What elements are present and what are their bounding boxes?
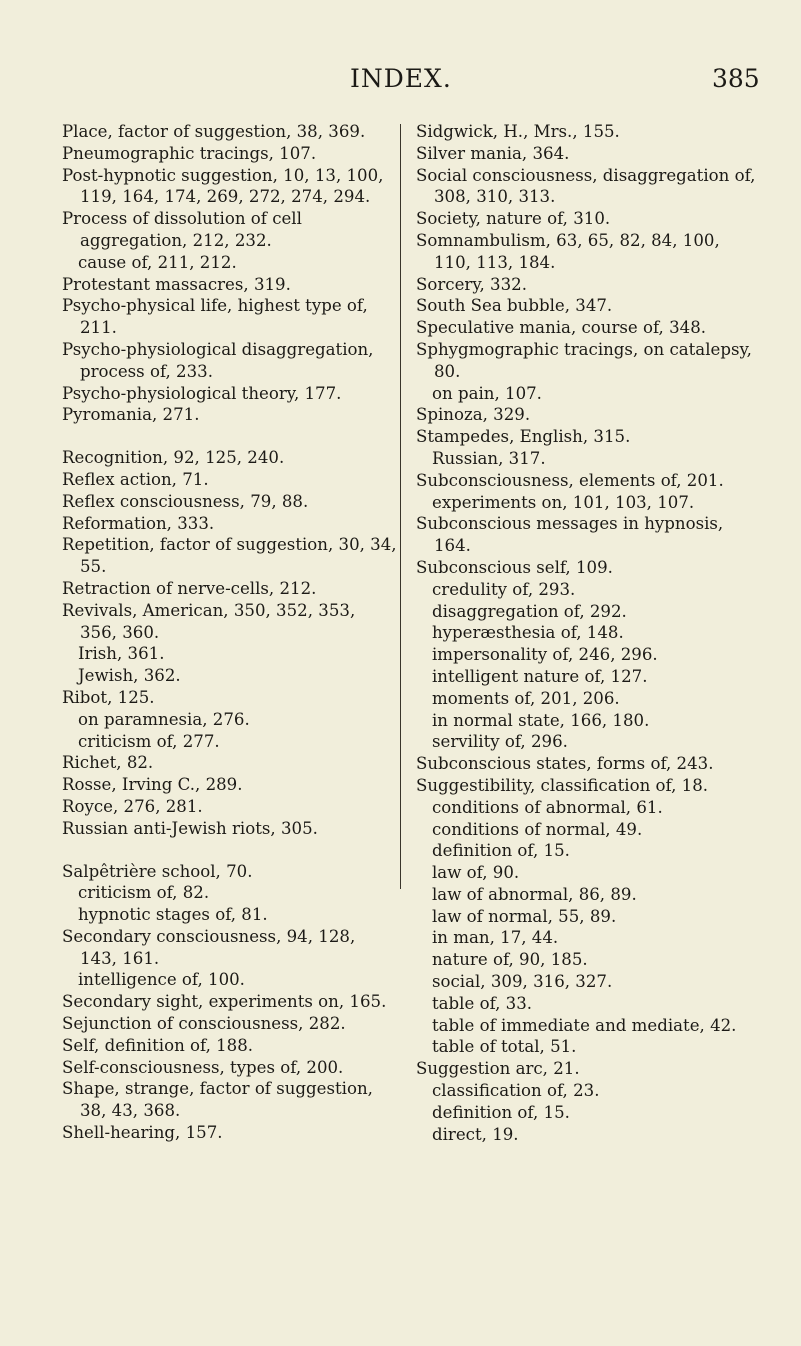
index-entry: Post-hypnotic suggestion, 10, 13, 100, 119, 164, 174, 269, 272, 274, 294. [62,165,384,207]
index-subentry: law of abnormal, 86, 89. [432,884,637,904]
index-subentry: nature of, 90, 185. [432,950,588,970]
index-subentry: disaggregation of, 292. [432,601,627,621]
index-entry: Sejunction of consciousness, 282. [62,1014,346,1034]
index-entry: Self, definition of, 188. [62,1035,254,1055]
index-entry: Russian anti-Jewish riots, 305. [62,818,318,838]
index-subentry: classification of, 23. [432,1081,600,1101]
page-number: 385 [712,64,760,93]
index-subentry: Irish, 361. [78,644,165,664]
index-title: INDEX. [350,64,452,93]
index-subentry: servility of, 296. [432,732,568,752]
index-entry: Sphygmographic tracings, on catalepsy, 80. [416,339,752,381]
index-subentry: intelligence of, 100. [78,970,245,990]
index-entry: Reformation, 333. [62,513,215,533]
index-subentry: cause of, 211, 212. [78,252,237,272]
index-subentry: hypnotic stages of, 81. [78,905,268,925]
index-entry: Reflex consciousness, 79, 88. [62,491,309,511]
index-subentry: table of immediate and mediate, 42. [432,1015,737,1035]
index-entry: Reflex action, 71. [62,469,209,489]
index-subentry: experiments on, 101, 103, 107. [432,492,695,512]
index-entry: Society, nature of, 310. [416,209,611,229]
index-subentry: impersonality of, 246, 296. [432,645,658,665]
index-subentry: Jewish, 362. [78,666,181,686]
index-entry: Stampedes, English, 315. [416,427,631,447]
index-entry: Shape, strange, factor of suggestion, 38, 43, 368. [62,1079,373,1121]
index-entry: Self-consciousness, types of, 200. [62,1057,344,1077]
index-entry: Ribot, 125. [62,687,155,707]
index-entry: South Sea bubble, 347. [416,296,613,316]
index-entry: Subconsciousness, elements of, 201. [416,470,724,490]
index-subentry: moments of, 201, 206. [432,688,620,708]
index-subentry: direct, 19. [432,1124,519,1144]
index-entry: Shell-hearing, 157. [62,1123,223,1143]
index-entry: Subconscious states, forms of, 243. [416,754,714,774]
index-entry: Psycho-physiological theory, 177. [62,383,342,403]
index-subentry: conditions of abnormal, 61. [432,797,663,817]
column-divider [400,124,401,889]
index-column-right [416,121,757,1145]
index-entry: Salpêtrière school, 70. [62,861,253,881]
index-subentry: definition of, 15. [432,1102,570,1122]
index-entry: Pyromania, 271. [62,405,200,425]
index-entry: Place, factor of suggestion, 38, 369. [62,122,366,141]
index-subentry: credulity of, 293. [432,579,576,599]
index-subentry: intelligent nature of, 127. [432,666,648,686]
index-entry: Psycho-physical life, highest type of, 211. [62,296,368,338]
index-entry: Subconscious messages in hypnosis, 164. [416,514,724,556]
index-subentry: criticism of, 82. [78,883,210,903]
index-entry: Somnambulism, 63, 65, 82, 84, 100, 110, 113, 184. [416,230,720,272]
index-subentry: on paramnesia, 276. [78,709,250,729]
index-entry: Royce, 276, 281. [62,796,203,816]
index-subentry: Russian, 317. [432,448,546,468]
index-entry: Revivals, American, 350, 352, 353, 356, 360. [62,600,356,642]
index-column-left [62,121,397,1144]
index-subentry: conditions of normal, 49. [432,819,643,839]
index-subentry: in man, 17, 44. [432,928,559,948]
index-subentry: hyperæsthesia of, 148. [432,623,624,643]
index-entry: Spinoza, 329. [416,405,531,425]
index-entry: Pneumographic tracings, 107. [62,143,317,163]
index-entry: Process of dissolution of cell aggregation, 212, 232. [62,209,302,250]
index-entry: Subconscious self, 109. [416,557,613,577]
index-entry: Suggestion arc, 21. [416,1059,580,1079]
index-subentry: in normal state, 166, 180. [432,710,650,730]
index-entry: Suggestibility, classification of, 18. [416,775,709,795]
index-entry: Social consciousness, disaggregation of, 308, 310, 313. [416,165,756,207]
index-entry: Recognition, 92, 125, 240. [62,448,285,468]
index-subentry: definition of, 15. [432,841,570,861]
index-entry: Psycho-physiological disaggregation, process of, 233. [62,339,374,381]
index-entry: Sorcery, 332. [416,274,528,294]
page-header [0,64,801,100]
index-entry: Retraction of nerve-cells, 212. [62,578,317,598]
index-subentry: on pain, 107. [432,383,542,403]
index-entry: Rosse, Irving C., 289. [62,775,243,795]
index-subentry: table of, 33. [432,993,533,1013]
index-subentry: criticism of, 277. [78,731,220,751]
index-entry: Secondary sight, experiments on, 165. [62,992,387,1012]
index-entry: Secondary consciousness, 94, 128, 143, 161. [62,926,356,968]
index-entry: Repetition, factor of suggestion, 30, 34, 55. [62,535,397,577]
index-entry: Sidgwick, H., Mrs., 155. [416,122,620,141]
index-entry: Silver mania, 364. [416,143,570,163]
index-subentry: table of total, 51. [432,1037,577,1057]
index-entry: Richet, 82. [62,753,154,773]
index-subentry: social, 309, 316, 327. [432,972,613,992]
index-subentry: law of normal, 55, 89. [432,906,617,926]
index-entry: Protestant massacres, 319. [62,274,291,294]
index-subentry: law of, 90. [432,863,520,883]
index-entry: Speculative mania, course of, 348. [416,318,707,338]
